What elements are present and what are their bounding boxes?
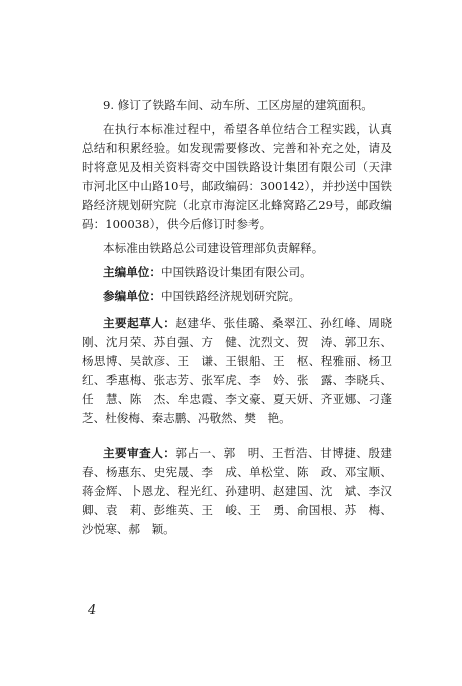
chief-editor-unit-label: 主编单位： [103,265,161,279]
participant-unit [82,287,392,306]
participant-unit-value: 中国铁路经济规划研究院。 [160,289,301,303]
main-reviewers [82,444,392,539]
page-number: 4 [88,603,97,618]
page-content [82,96,392,539]
main-drafters [82,314,392,428]
main-reviewers-label: 主要审查人： [103,446,176,460]
main-reviewers-list: 郭占一、郭 明、王哲浩、甘博捷、殷建春、杨惠东、史宪晟、李 成、单松堂、陈 政、邓宝顺、蒋金辉、卜恩龙、程光红、孙建明、赵建国、沈 斌、李汉卿、袁 莉、彭维英、王 峻、王 勇、俞国根、苏 梅、沙悦寒、郝 颖。 [82,446,392,536]
drafters-block [82,314,392,428]
interpretation-paragraph: 本标准由铁路总公司建设管理部负责解释。 [103,241,324,255]
spacer [82,428,392,436]
main-drafters-label: 主要起草人： [103,316,176,330]
revision-item-9: 9. 修订了铁路车间、动车所、工区房屋的建筑面积。 [103,98,373,112]
instruction-paragraph: 在执行本标准过程中，希望各单位结合工程实践，认真总结和积累经验。如发现需要修改、完善和补充之处，请及时将意见及相关资料寄交中国铁路设计集团有限公司（天津市河北区中山路10号，邮政编码：300142），并抄送中国铁路经济规划研究院（北京市海淀区北蜂窝路乙29号，邮政编码：100038），供今后修订时参考。 [82,122,392,231]
participant-unit-label: 参编单位： [103,289,161,303]
chief-editor-unit [82,263,392,282]
main-drafters-list: 赵建华、张佳璐、桑翠江、孙红峰、周晓刚、沈月荣、苏自强、方 健、沈烈文、贺 涛、郭卫东、杨思博、吴歆彦、王 谦、王银船、王 枢、程雅丽、杨卫红、季惠梅、张志芳、张军虎、李 妗、张 露、李晓兵、任 慧、陈 杰、牟忠霞、李文豪、夏天妍、齐亚娜、刁蓬芝、杜俊梅、秦志鹏、冯敬然、樊 艳。 [82,316,392,425]
chief-editor-unit-value: 中国铁路设计集团有限公司。 [160,265,312,279]
reviewers-block [82,444,392,539]
